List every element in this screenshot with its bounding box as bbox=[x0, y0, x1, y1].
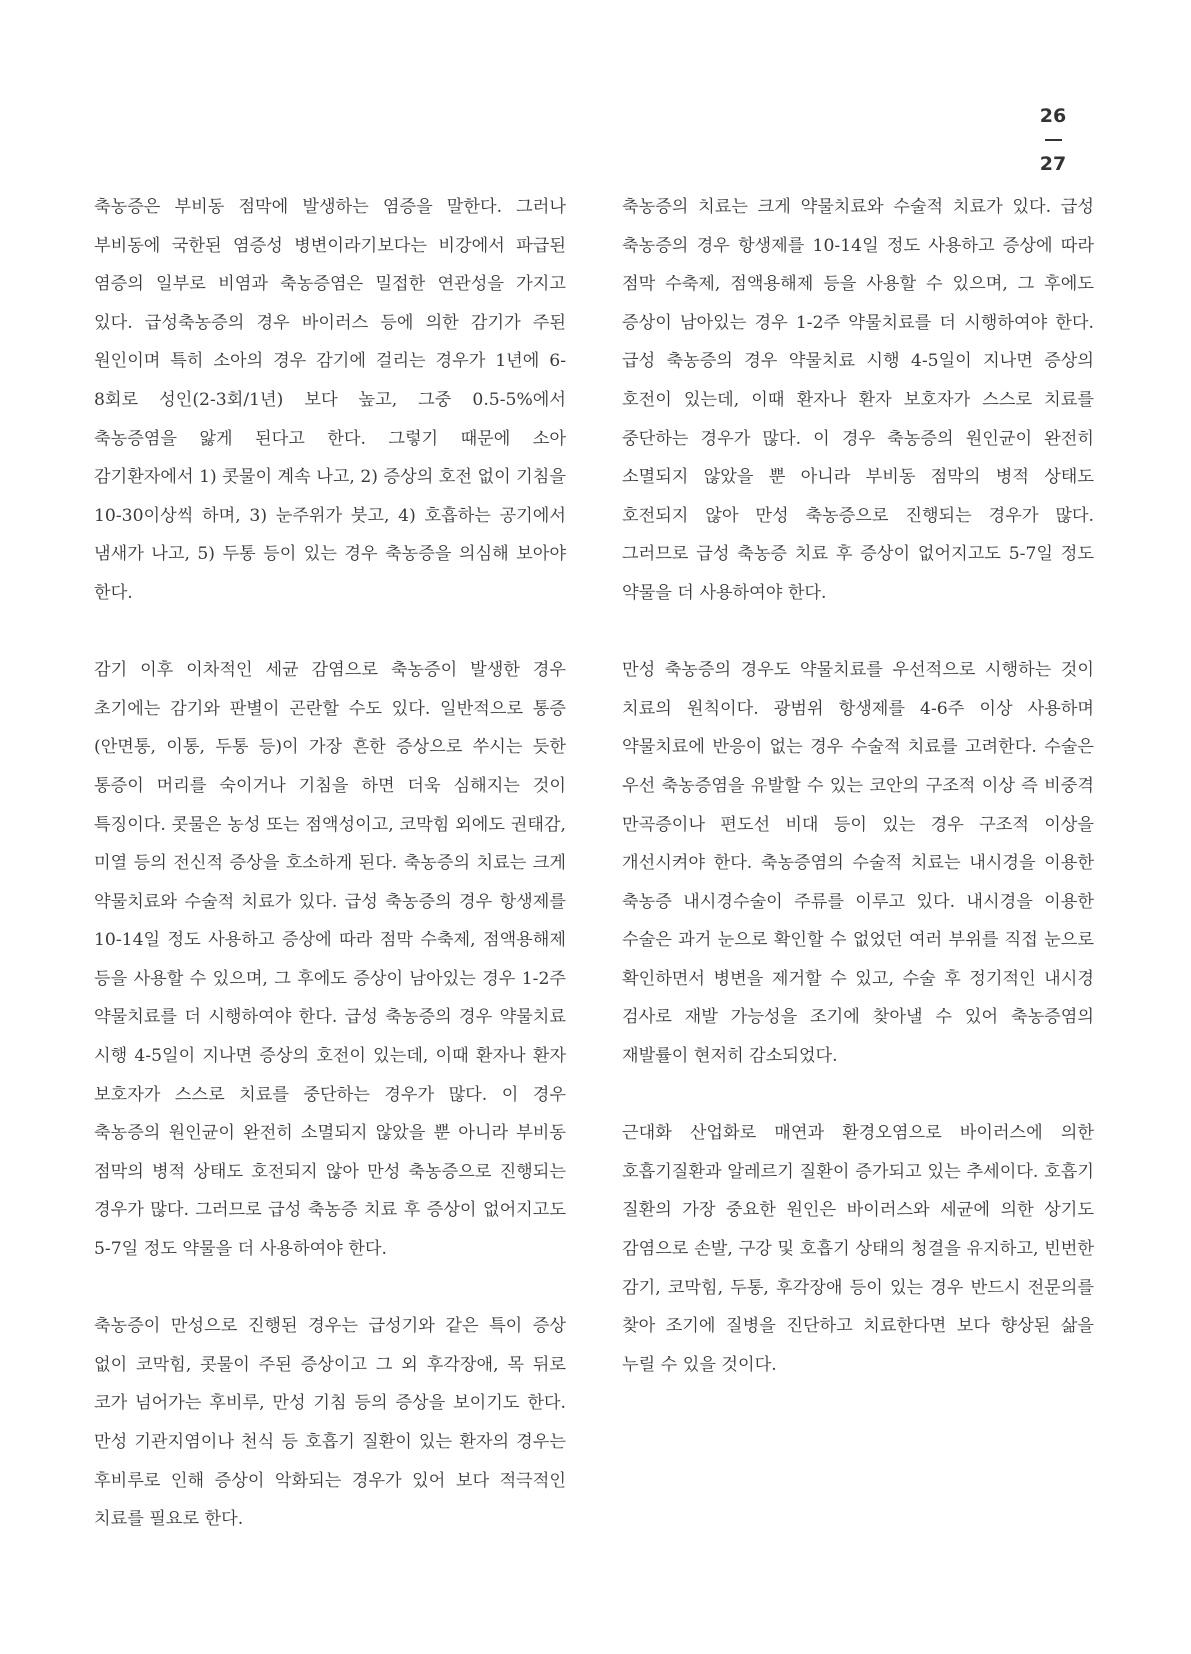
paragraph: 근대화 산업화로 매연과 환경오염으로 바이러스에 의한 호흡기질환과 알레르기 질환이 증가되고 있는 추세이다. 호흡기 질환의 가장 중요한 원인은 바이러스와 세균에 의한 상기도 감염으로 손발, 구강 및 호흡기 상태의 청결을 유지하고, 빈번한 감기, 코막힘, 두통, 후각장애 등이 있는 경우 반드시 전문의를 찾아 조기에 질병을 진단하고 치료한다면 보다 향상된 삶을 누릴 수 있을 것이다. bbox=[622, 1123, 1094, 1375]
paragraph: 축농증의 치료는 크게 약물치료와 수술적 치료가 있다. 급성 축농증의 경우 항생제를 10-14일 정도 사용하고 증상에 따라 점막 수축제, 점액용해제 등을 사용할 수 있으며, 그 후에도 증상이 남아있는 경우 1-2주 약물치료를 더 시행하여야 한다. 급성 축농증의 경우 약물치료 시행 4-5일이 지나면 증상의 호전이 있는데, 이때 환자나 환자 보호자가 스스로 치료를 중단하는 경우가 많다. 이 경우 축농증의 원인균이 완전히 소멸되지 않았을 뿐 아니라 부비동 점막의 병적 상태도 호전되지 않아 만성 축농증으로 진행되는 경우가 많다. 그러므로 급성 축농증 치료 후 증상이 없어지고도 5-7일 정도 약물을 더 사용하여야 한다. bbox=[622, 197, 1094, 603]
page-number-left: 26 bbox=[1039, 105, 1067, 127]
paragraph: 축농증은 부비동 점막에 발생하는 염증을 말한다. 그러나 부비동에 국한된 염증성 병변이라기보다는 비강에서 파급된 염증의 일부로 비염과 축농증염은 밀접한 연관성을 가지고 있다. 급성축농증의 경우 바이러스 등에 의한 감기가 주된 원인이며 특히 소아의 경우 감기에 걸리는 경우가 1년에 6-8회로 성인(2-3회/1년) 보다 높고, 그중 0.5-5%에서 축농증염을 앓게 된다고 한다. 그렇기 때문에 소아 감기환자에서 1) 콧물이 계속 나고, 2) 증상의 호전 없이 기침을 10-30이상씩 하며, 3) 눈주위가 붓고, 4) 호흡하는 공기에서 냄새가 나고, 5) 두통 등이 있는 경우 축농증을 의심해 보아야 한다. bbox=[94, 197, 566, 603]
page-number-right: 27 bbox=[1039, 153, 1067, 175]
left-column bbox=[94, 188, 566, 1539]
right-column bbox=[622, 188, 1094, 1384]
paragraph: 감기 이후 이차적인 세균 감염으로 축농증이 발생한 경우 초기에는 감기와 판별이 곤란할 수도 있다. 일반적으로 통증(안면통, 이통, 두통 등)이 가장 흔한 증상으로 쑤시는 듯한 통증이 머리를 숙이거나 기침을 하면 더욱 심해지는 것이 특징이다. 콧물은 농성 또는 점액성이고, 코막힘 외에도 권태감, 미열 등의 전신적 증상을 호소하게 된다. 축농증의 치료는 크게 약물치료와 수술적 치료가 있다. 급성 축농증의 경우 항생제를 10-14일 정도 사용하고 증상에 따라 점막 수축제, 점액용해제 등을 사용할 수 있으며, 그 후에도 증상이 남아있는 경우 1-2주 약물치료를 더 시행하여야 한다. 급성 축농증의 경우 약물치료 시행 4-5일이 지나면 증상의 호전이 있는데, 이때 환자나 환자 보호자가 스스로 치료를 중단하는 경우가 많다. 이 경우 축농증의 원인균이 완전히 소멸되지 않았을 뿐 아니라 부비동 점막의 병적 상태도 호전되지 않아 만성 축농증으로 진행되는 경우가 많다. 그러므로 급성 축농증 치료 후 증상이 없어지고도 5-7일 정도 약물을 더 사용하여야 한다. bbox=[94, 660, 566, 1260]
page-number-block bbox=[1023, 104, 1083, 176]
paragraph: 축농증이 만성으로 진행된 경우는 급성기와 같은 특이 증상 없이 코막힘, 콧물이 주된 증상이고 그 외 후각장애, 목 뒤로 코가 넘어가는 후비루, 만성 기침 등의 증상을 보이기도 한다. 만성 기관지염이나 천식 등 호흡기 질환이 있는 환자의 경우는 후비루로 인해 증상이 악화되는 경우가 있어 보다 적극적인 치료를 필요로 한다. bbox=[94, 1316, 566, 1530]
page-number-divider bbox=[1045, 139, 1062, 141]
paragraph: 만성 축농증의 경우도 약물치료를 우선적으로 시행하는 것이 치료의 원칙이다. 광범위 항생제를 4-6주 이상 사용하며 약물치료에 반응이 없는 경우 수술적 치료를 고려한다. 수술은 우선 축농증염을 유발할 수 있는 코안의 구조적 이상 즉 비중격 만곡증이나 편도선 비대 등이 있는 경우 구조적 이상을 개선시켜야 한다. 축농증염의 수술적 치료는 내시경을 이용한 축농증 내시경수술이 주류를 이루고 있다. 내시경을 이용한 수술은 과거 눈으로 확인할 수 없었던 여러 부위를 직접 눈으로 확인하면서 병변을 제거할 수 있고, 수술 후 정기적인 내시경 검사로 재발 가능성을 조기에 찾아낼 수 있어 축농증염의 재발률이 현저히 감소되었다. bbox=[622, 660, 1094, 1067]
